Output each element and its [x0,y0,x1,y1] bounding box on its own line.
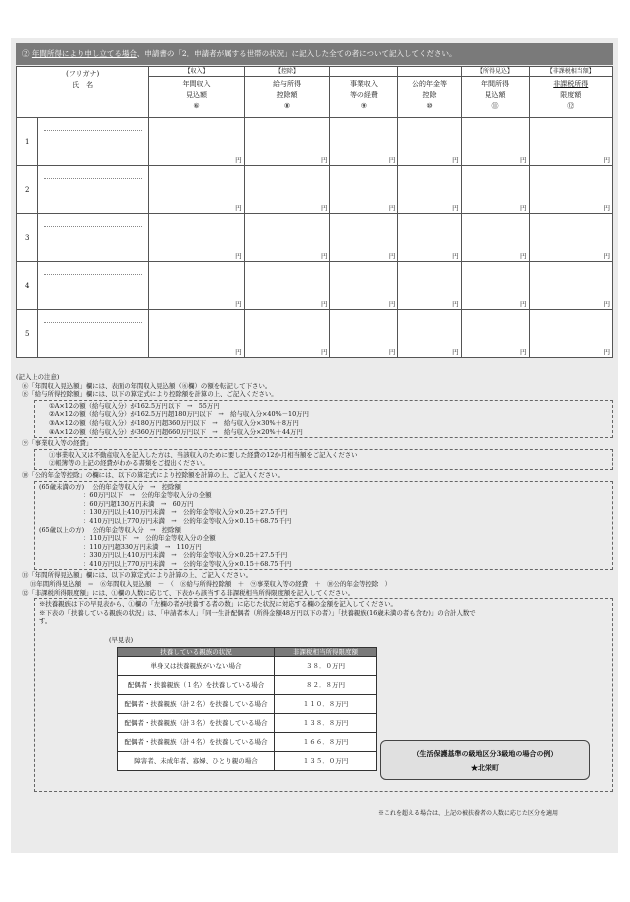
header-number: ② [22,49,30,58]
amount-input-cell[interactable] [398,262,461,310]
yen-label: 円 [452,300,459,308]
amount-input-cell[interactable] [149,262,244,310]
early-table-row: 配偶者・扶養親族（１名）を扶養している場合 ８２．８万円 [118,675,377,694]
amount-input-cell[interactable] [529,118,612,166]
amount-input-cell[interactable] [398,214,461,262]
note-9-box: ①事業収入又は不動産収入を記入した方は、当該収入のために要した経費の12か月相当額をご記入ください ②帳簿等の上記の経費がわかる書類をご提出ください。 [34,449,613,470]
note-9: ⑨「事業収入等の経費」 [22,439,93,448]
note-6: ⑥「年間収入見込額」欄には、表面の年間収入見込額（⑥欄）の額を転記して下さい。 [22,381,272,390]
yen-label: 円 [388,156,396,164]
row-number: 3 [17,214,38,262]
amount-input-cell[interactable] [244,166,330,214]
note-12-box: ※扶養親族は下の早見表から、①欄の「左欄の者が扶養する者の数」に応じた状況に対応する欄の金額を記入してください。 ※下表の「扶養している親族の状況」は、「申請者本人」「同一生計配偶者（所得金額48万円以下の者）」「扶養親族(16歳未満の者も含む)」の合計人数で す。 (早見表) 扶養している親族の状況 非課税相当所得限度額 単身又は扶養親族がいない場合 ３８．０万円 配偶者・扶養親族（１名）を扶養している場合 ８２．８万円 配偶者・扶養親族（計２名）を扶養している場合 １１０．８万円 配偶者・扶養親族（計３名）を扶養している場合 １３８．８万円 配偶者・扶養親族（計４名）を扶養している場合 １６６．８万円 障害者、未成年者、寡婦、ひとり親の場合 １３５．０万円 [34,598,613,792]
early-table-row: 配偶者・扶養親族（計３名）を扶養している場合 １３８．８万円 [118,713,377,732]
name-header: (フリガナ) 氏 名 [17,67,149,118]
yen-label: 円 [452,252,459,260]
amount-input-cell[interactable] [149,214,244,262]
yen-label: 円 [235,204,242,212]
amount-input-cell[interactable] [461,166,529,214]
table-row [17,118,613,166]
yen-label: 円 [388,348,396,356]
note-10-box: (65歳未満の方) 公的年金等収入分 → 控除額 ：60万円以下 → 公的年金等収入分の全額 ：60万円超130万円未満 → 60万円 ：130万円以上410万円未満 → 公的年金等収入分×0.25＋27.5千円 ：410万円以上770万円未満 → 公的年金等収入分×0.15＋68.75千円 (65歳以上の方) 公的年金等収入分 → 控除額 ：110万円以下 → 公的年金等収入分の全額 ：110万円超330万円未満 → 110万円 ：330万円以上410万円未満 → 公的年金等収入分×0.25＋27.5千円 ：410万円以上770万円未満 → 公的年金等収入分×0.15＋68.75千円 [34,481,613,571]
income-table [16,66,613,358]
yen-label: 円 [235,156,242,164]
yen-label: 円 [388,252,396,260]
yen-label: 円 [520,252,527,260]
yen-label: 円 [520,300,527,308]
row-number: 2 [17,166,38,214]
name-input-cell[interactable] [38,310,149,358]
yen-label: 円 [520,204,527,212]
note-8-box: ①A×12の額（給与収入分）が162.5万円以下 → 55万円 ②A×12の額（給与収入分）が162.5万円超180万円以下 → 給与収入分×40%－10万円 ③A×12の額（給与収入分）が180万円超360万円以下 → 給与収入分×30%＋8万円 ④A×12の額（給与収入分）が360万円超660万円以下 → 給与収入分×20%＋44万円 [34,400,613,438]
yen-label: 円 [320,156,328,164]
early-table-row: 配偶者・扶養親族（計４名）を扶養している場合 １６６．８万円 [118,732,377,751]
note-12: ⑫「非課税所得限度額」には、①欄の人数に応じて、下表から該当する非課税相当所得限度額を記入してください。 [22,588,355,597]
amount-input-cell[interactable] [529,214,612,262]
early-table-row: 配偶者・扶養親族（計２名）を扶養している場合 １１０．８万円 [118,694,377,713]
yen-label: 円 [520,156,527,164]
col-header-business-expense: 事業収入 等の経費 ⑨ [330,67,398,118]
amount-input-cell[interactable] [330,214,398,262]
yen-label: 円 [452,348,459,356]
row-number: 1 [17,118,38,166]
amount-input-cell[interactable] [529,166,612,214]
amount-input-cell[interactable] [244,262,330,310]
amount-input-cell[interactable] [149,118,244,166]
amount-input-cell[interactable] [461,214,529,262]
note-11-formula: ⑪年間所得見込額 ＝ ⑥年間収入見込額 － （ ⑧給与所得控除額 ＋ ⑨事業収入等の経費 ＋ ⑩公的年金等控除 ） [30,580,392,589]
yen-label: 円 [320,300,328,308]
yen-label: 円 [388,300,396,308]
early-table-title: (早見表) [109,636,134,645]
row-number: 5 [17,310,38,358]
amount-input-cell[interactable] [461,262,529,310]
amount-input-cell[interactable] [529,262,612,310]
amount-input-cell[interactable] [330,166,398,214]
yen-label: 円 [520,348,527,356]
yen-label: 円 [452,204,459,212]
table-row [17,214,613,262]
note-8: ⑧「給与所得控除額」欄には、以下の算定式により控除額を計算の上、ご記入ください。 [22,390,278,399]
col-header-tax-exempt-limit: 【非課税相当額】 非課税所得 限度額 ⑫ [529,67,612,118]
table-row [17,310,613,358]
table-header-row [17,67,613,118]
amount-input-cell[interactable] [461,118,529,166]
amount-input-cell[interactable] [330,262,398,310]
yen-label: 円 [235,252,242,260]
early-table-row: 障害者、未成年者、寡婦、ひとり親の場合 １３５．０万円 [118,751,377,770]
header-underlined: 年間所得により申し立てる場合 [31,49,137,58]
table-row [17,166,613,214]
amount-input-cell[interactable] [149,166,244,214]
amount-input-cell[interactable] [398,166,461,214]
early-table [117,647,377,771]
amount-input-cell[interactable] [244,118,330,166]
col-header-pension-deduction: 公的年金等 控除 ⑩ [398,67,461,118]
name-input-cell[interactable] [38,214,149,262]
example-note: ※これを超える場合は、上記の被扶養者の人数に応じた区分を適用 [378,810,559,817]
yen-label: 円 [235,348,242,356]
note-11: ⑪「年間所得見込額」欄には、以下の算定式により計算の上、ご記入ください。 [22,571,253,580]
yen-label: 円 [452,156,459,164]
amount-input-cell[interactable] [149,310,244,358]
amount-input-cell[interactable] [244,214,330,262]
yen-label: 円 [603,348,610,356]
table-row [17,262,613,310]
amount-input-cell[interactable] [398,118,461,166]
amount-input-cell[interactable] [330,118,398,166]
header-text: 、申請書の「2．申請者が属する世帯の状況」に記入した全ての者について記入してください。 [136,49,457,58]
note-10: ⑩「公的年金等控除」の欄には、以下の算定式により控除額を計算の上、ご記入ください。 [22,470,285,479]
yen-label: 円 [603,300,610,308]
amount-input-cell[interactable] [330,310,398,358]
yen-label: 円 [388,204,396,212]
col-header-annual-income: 【所得見込】 年間所得 見込額 ⑪ [461,67,529,118]
name-input-cell[interactable] [38,118,149,166]
yen-label: 円 [603,156,610,164]
section-header [16,43,613,65]
notes-title: (記入上の注意) [16,373,60,381]
yen-label: 円 [603,204,610,212]
col-header-salary-deduction: 【控除】 給与所得 控除額 ⑧ [244,67,330,118]
yen-label: 円 [320,348,328,356]
early-table-header: 扶養している親族の状況 非課税相当所得限度額 [118,647,377,656]
yen-label: 円 [320,204,328,212]
name-input-cell[interactable] [38,166,149,214]
notes-section [16,373,613,793]
yen-label: 円 [603,252,610,260]
yen-label: 円 [320,252,328,260]
amount-input-cell[interactable] [398,310,461,358]
example-box: （生活保護基準の級地区分3級地の場合の例） ★北栄町 [380,740,590,780]
name-input-cell[interactable] [38,262,149,310]
amount-input-cell[interactable] [529,310,612,358]
row-number: 4 [17,262,38,310]
early-table-row: 単身又は扶養親族がいない場合 ３８．０万円 [118,656,377,675]
yen-label: 円 [235,300,242,308]
col-header-income: 【収入】 年間収入 見込額 ⑥ [149,67,244,118]
amount-input-cell[interactable] [461,310,529,358]
amount-input-cell[interactable] [244,310,330,358]
